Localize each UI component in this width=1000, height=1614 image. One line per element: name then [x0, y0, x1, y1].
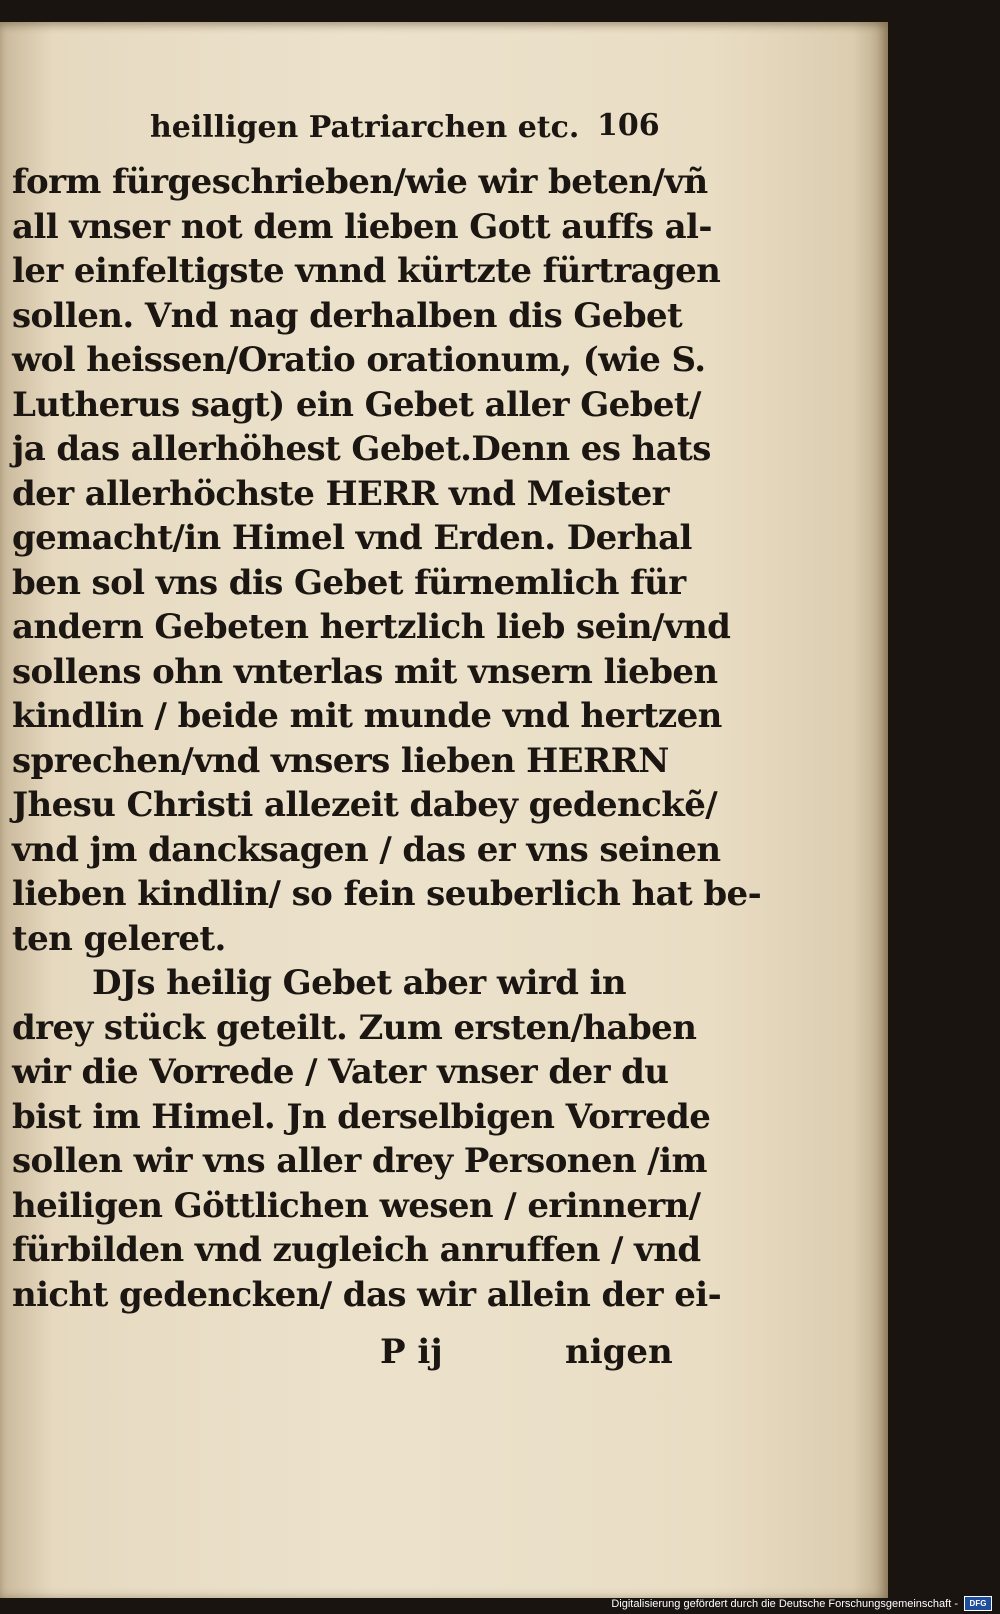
text-line: ten geleret.	[12, 918, 226, 959]
digitization-credit	[611, 1596, 992, 1611]
text-line: gemacht/in Himel vnd Erden. Derhal	[12, 518, 692, 558]
text-line: der allerhöchste HERR vnd Meister	[12, 473, 669, 514]
text-line: all vnser not dem lieben Gott auffs al-	[12, 206, 712, 247]
text-line: fürbilden vnd zugleich anruffen / vnd	[12, 1230, 701, 1270]
page-number: 106	[597, 108, 660, 143]
body-text	[12, 160, 762, 1317]
text-line: wir die Vorrede / Vater vnser der du	[12, 1052, 669, 1092]
text-line: ja das allerhöhest Gebet.Denn es hats	[12, 429, 711, 469]
text-line: kindlin / beide mit munde vnd hertzen	[12, 696, 722, 736]
text-line: lieben kindlin/ so fein seuberlich hat be-	[12, 874, 762, 914]
text-line: vnd jm dancksagen / das er vns seinen	[12, 829, 721, 870]
text-line: sollen wir vns aller drey Personen /im	[12, 1141, 707, 1181]
text-line: bist im Himel. Jn derselbigen Vorrede	[12, 1096, 711, 1137]
text-line: sollen. Vnd nag derhalben dis Gebet	[12, 295, 683, 336]
catchword: nigen	[565, 1332, 673, 1372]
text-line: ben sol vns dis Gebet fürnemlich für	[12, 562, 686, 603]
text-line: form fürgeschrieben/wie wir beten/vñ	[12, 162, 708, 202]
text-line: andern Gebeten hertzlich lieb sein/vnd	[12, 607, 731, 647]
paragraph-start-line: DJs heilig Gebet aber wird in	[92, 963, 627, 1003]
credit-text: Digitalisierung gefördert durch die Deutsche Forschungsgemeinschaft -	[611, 1597, 958, 1610]
text-line: nicht gedencken/ das wir allein der ei-	[12, 1274, 722, 1315]
text-line: sollens ohn vnterlas mit vnsern lieben	[12, 651, 718, 692]
text-line: wol heissen/Oratio orationum, (wie S.	[12, 340, 706, 380]
text-line: heiligen Göttlichen wesen / erinnern/	[12, 1185, 701, 1226]
text-line: sprechen/vnd vnsers lieben HERRN	[12, 740, 669, 781]
running-head: heilligen Patriarchen etc.	[150, 110, 580, 145]
signature-mark: P ij	[380, 1332, 443, 1372]
text-line: ler einfeltigste vnnd kürtzte fürtragen	[12, 251, 721, 291]
text-line: Lutherus sagt) ein Gebet aller Gebet/	[12, 384, 701, 425]
text-line: Jhesu Christi allezeit dabey gedenckẽ/	[12, 785, 718, 825]
book-page	[0, 22, 888, 1598]
page-footer	[380, 1332, 673, 1376]
text-line: drey stück geteilt. Zum ersten/haben	[12, 1007, 697, 1048]
dfg-logo-icon: DFG	[964, 1596, 992, 1611]
